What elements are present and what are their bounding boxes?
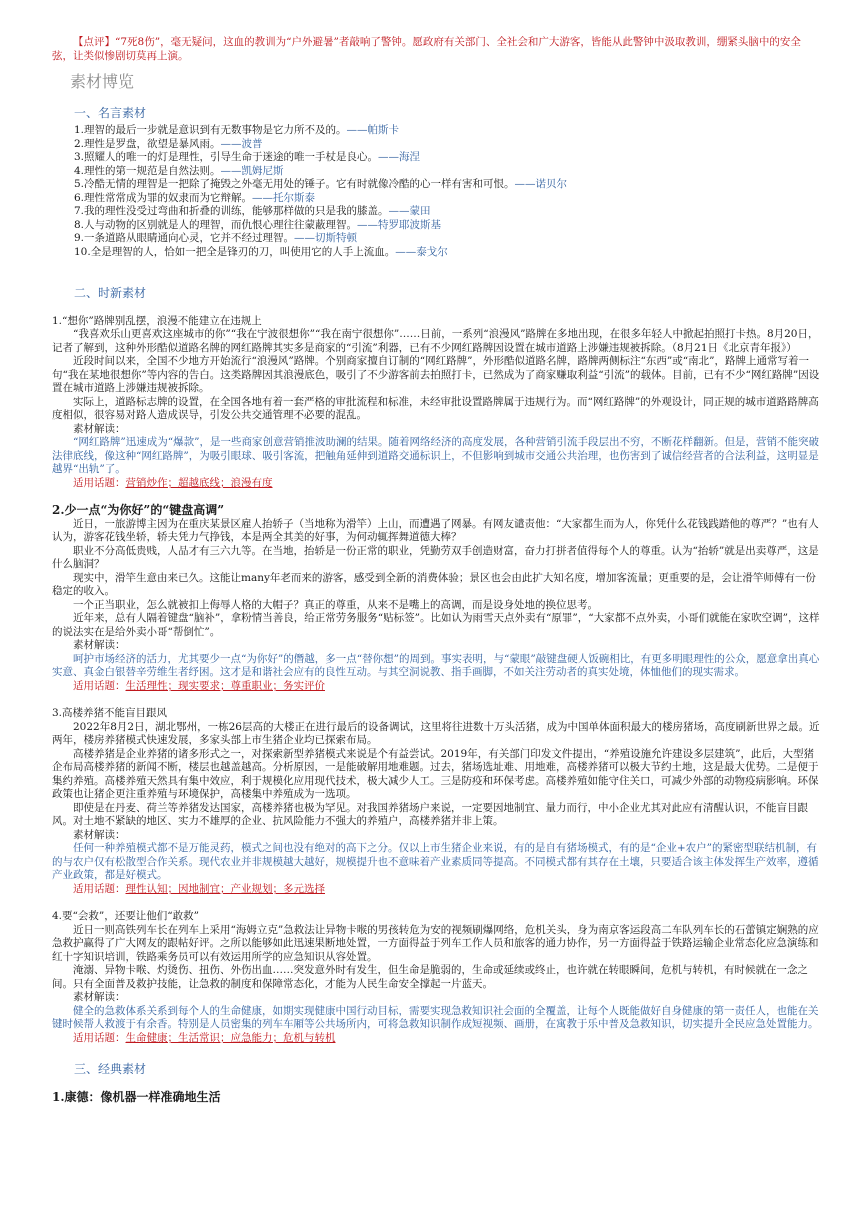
quote-item: 10.全是理智的人，恰如一把全是锋刃的刀，叫使用它的人手上流血。——泰戈尔 [74, 245, 448, 258]
interpretation-label: 素材解读： [73, 991, 126, 1003]
news-paragraph: 职业不分高低贵贱，人品才有三六九等。在当地，抬轿是一份正常的职业，凭勤劳双手创造财富，奋力打拼者值得每个人的尊重。认为“抬轿”就是出卖尊严，这是什么脑洞？ [52, 544, 819, 570]
interpretation-label: 素材解读： [73, 422, 126, 435]
quote-item: 5.冷酷无情的理智是一把除了掩毁之外毫无用处的锤子。它有时就像冷酷的心一样有害和可恨。——诺贝尔 [74, 178, 568, 190]
quote-list [74, 124, 820, 259]
news-paragraph: 即使是在丹麦、荷兰等养猪发达国家，高楼养猪也极为罕见。对我国养猪场户来说，一定要因地制宜、量力而行，中小企业尤其对此应有清醒认识，不能盲目跟风。对土地不紧缺的地区、实力不雄厚的企业、抗风险能力不强大的养殖户，高楼养猪并非上策。 [52, 801, 808, 827]
news-paragraph: “我喜欢乐山更喜欢这座城市的你”“我在宁波很想你”“我在南宁很想你”……日前，一系列“浪漫风”路牌在多地出现，在很多年轻人中掀起拍照打卡热。8月20日，记者了解到，这种外形酷似道路名牌的网红路牌其实多是商家的“引流”利器，已有不少网红路牌因设置在城市道路上涉嫌违规被拆除。（8月21日《北京青年报》） [52, 328, 819, 354]
news-item-title: 3.高楼养猪不能盲目跟风 [52, 707, 168, 719]
quote-item: 6.理性常常成为罪的奴隶而为它辩解。——托尔斯泰 [74, 191, 316, 204]
applicable-topics: 适用话题：生活理性；现实要求；尊重职业；务实评价 [73, 679, 325, 692]
news-paragraph: 一个正当职业，怎么就被扣上侮辱人格的大帽子？真正的尊重，从来不是嘴上的高调，而是设身处地的换位思考。 [73, 598, 598, 611]
document-page [52, 36, 820, 1104]
quote-item: 3.照耀人的唯一的灯是理性，引导生命于迷途的唯一手杖是良心。——海涅 [74, 151, 421, 163]
quote-item: 7.我的理性没受过弯曲和折叠的训练，能够那样做的只是我的膝盖。——蒙田 [74, 205, 431, 217]
classic-item-title: 1.康德：像机器一样准确地生活 [52, 1089, 221, 1104]
news-item-title: 1.“想你”路牌别乱摆，浪漫不能建立在违规上 [52, 314, 262, 327]
interpretation-text: 呵护市场经济的活力，尤其要少一点“为你好”的僭越，多一点“替你想”的周到。事实表明，与“蒙眼”敲键盘硬人饭碗相比，有更多明眼理性的公众，愿意拿出真心实意、真金白银替辛劳维生者纾困。这才是和谐社会应有的良性互动。与其空洞说教、指手画脚，不如关注劳动者的真实处境，体恤他们的现实需求。 [52, 652, 820, 678]
news-paragraph: 实际上，道路标志牌的设置，在全国各地有着一套严格的审批流程和标准，未经审批设置路牌属于违规行为。而“网红路牌”的外观设计，同正规的城市道路路牌高度相似，很容易对路人造成误导，引发公共交通管理不必要的混乱。 [52, 395, 819, 421]
news-paragraph: 高楼养猪是企业养猪的诸多形式之一，对探索新型养猪模式来说是个有益尝试。2019年，有关部门印发文件提出，“养殖设施允许建设多层建筑”，此后，大型猪企布局高楼养猪的新闻不断，楼层也越盖越高。分析原因，一是能破解用地难题。过去，猪场选址难、用地难，高楼养猪可以极大节约土地，这是最大优势。二是便于集约养殖。高楼养殖天然具有集中效应，利于规模化应用现代技术，极大减少人工。三是防疫和环保考虑。高楼养殖如能守住关口，可减少外部的动物疫病影响。环保政策也让猪企更注重养殖与环境保护，高楼集中养殖成为一选项。 [52, 747, 819, 800]
news-paragraph: 近日一则高铁列车长在列车上采用“海姆立克”急救法让异物卡喉的男孩转危为安的视频刷爆网络，危机关头，身为南京客运段高二车队列车长的石蕾镇定娴熟的应急救护赢得了广大网友的跟帖好评。之所以能够如此迅速果断地处置，一方面得益于列车工作人员和旅客的通力协作，另一方面得益于铁路运输企业常态化应急演练和红十字知识培训，铁路乘务员可以有效运用所学的应急知识从容处置。 [52, 923, 819, 963]
quote-item: 9.一条道路从眼睛通向心灵，它并不经过理智。——切斯特顿 [74, 232, 358, 244]
section-main-title: 素材博览 [70, 72, 135, 91]
applicable-topics: 适用话题：生命健康；生活常识；应急能力；危机与转机 [73, 1031, 336, 1044]
interpretation-text: “网红路牌”迅速成为“爆款”，是一些商家创意营销推波助澜的结果。随着网络经济的高度发展，各种营销引流手段层出不穷，不断花样翻新。但是，营销不能突破法律底线，像这种“网红路牌”，为吸引眼球、吸引客流，把触角延伸到道路交通标识上，不但影响到城市交通公共治理，也伤害到了诚信经营者的合法利益，这明显是越界“出轨”了。 [52, 436, 819, 475]
interpretation-text: 健全的急救体系关系到每个人的生命健康，如期实现健康中国行动目标，需要实现急救知识社会面的全覆盖，让每个人既能做好自身健康的第一责任人，也能在关键时候帮人救渡于有余香。特别是人员密集的列车车厢等公共场所内，可将急救知识制作成短视频、画册，在寓教于乐中普及急救知识，切实提升全民应急处置能力。 [52, 1004, 819, 1030]
news-paragraph: 现实中，滑竿生意由来已久。这能让many年老而来的游客，感受到全新的消费体验；景区也会由此扩大知名度，增加客流量；更重要的是，会让滑竿师傅有一份稳定的收入。 [52, 571, 816, 597]
news-paragraph: 近段时间以来，全国不少地方开始流行“浪漫风”路牌。个别商家擅自订制的“网红路牌”，外形酷似道路名牌，路牌两侧标注“东西”或“南北”，路牌上通常写着一句“我在某地很想你”等内容的告白。这类路牌因其浪漫底色，吸引了不少游客前去拍照打卡，已然成为了商家赚取利益“引流”的载体。目前，已有不少“网红路牌”因设置在城市道路上涉嫌违规被拆除。 [52, 355, 820, 394]
news-paragraph: 2022年8月2日，湖北鄂州，一栋26层高的大楼正在进行最后的设备调试，这里将往进数十万头活猪，成为中国单体面积最大的楼房猪场，高度刷新世界之最。近两年，楼房养猪模式快速发展，多家头部上市生猪企业均已探索布局。 [52, 720, 820, 746]
news-paragraph: 近日，一旅游博主因为在重庆某景区雇人抬轿子（当地称为滑竿）上山，而遭遇了网暴。有网友谴责他：“大家都生而为人，你凭什么花钱践踏他的尊严？”也有人认为，游客花钱坐轿，轿夫凭力气挣钱，本是两全其美的好事，为何动辄挥舞道德大棒？ [52, 517, 819, 543]
classic-section-title: 三、经典素材 [74, 1062, 147, 1076]
quote-item: 1.理智的最后一步就是意识到有无数事物是它力所不及的。——帕斯卡 [74, 124, 400, 136]
comment-paragraph: 【点评】“7死8伤”，毫无疑问，这血的教训为“户外避暑”者敲响了警钟。愿政府有关部门、全社会和广大游客，皆能从此警钟中汲取教训，绷紧头脑中的安全弦，让类似惨剧切莫再上演。 [52, 36, 801, 62]
news-section-title: 二、时新素材 [74, 286, 147, 300]
applicable-topics: 适用话题：营销炒作；超越底线；浪漫有度 [73, 476, 273, 489]
news-paragraph: 近年来，总有人隔着键盘“脑补”，拿粉情当善良，给正常劳务服务“贴标签”。比如认为雨雪天点外卖有“原罪”，“大家都不点外卖，小哥们就能在家吹空调”，这样的说法实在是给外卖小哥“帮倒忙”。 [52, 612, 820, 638]
interpretation-label: 素材解读： [73, 828, 126, 841]
quotes-section-title: 一、名言素材 [74, 105, 147, 120]
news-paragraph: 淹溺、异物卡喉、灼烫伤、扭伤、外伤出血……突发意外时有发生，但生命是脆弱的，生命或延续或终止，也许就在转眼瞬间，危机与转机，有时候就在一念之间。只有全面普及救护技能，让急救的制度和保障常态化，才能为人民生命安全撑起一片蓝天。 [52, 964, 808, 990]
interpretation-label: 素材解读： [73, 639, 126, 651]
quote-item: 8.人与动物的区别就是人的理智，而仇恨心理往往蒙蔽理智。——特罗耶波斯基 [74, 218, 442, 231]
applicable-topics: 适用话题：理性认知；因地制宜；产业规划；多元选择 [73, 882, 325, 895]
news-item-title: 2.少一点“为你好”的“键盘高调” [52, 503, 225, 517]
news-item-title: 4.要“会救”，还要让他们“敢救” [52, 910, 199, 922]
quote-item: 4.理性的第一规范是自然法则。——凯姆尼斯 [74, 164, 284, 177]
interpretation-text: 任何一种养殖模式都不是万能灵药，模式之间也没有绝对的高下之分。仅以上市生猪企业来说，有的是自有猪场模式，有的是“企业+农户”的紧密型联结机制，有的与农户仅有松散型合作关系。现代农业并非规模越大越好，规模提升也不意味着产业素质同等提高。不同模式都有其存在土壤，只要适合该主体发挥生产效率，遵循产业政策，都是好模式。 [52, 842, 819, 881]
quote-item: 2.理性是罗盘，欲望是暴风雨。——波普 [74, 137, 263, 150]
